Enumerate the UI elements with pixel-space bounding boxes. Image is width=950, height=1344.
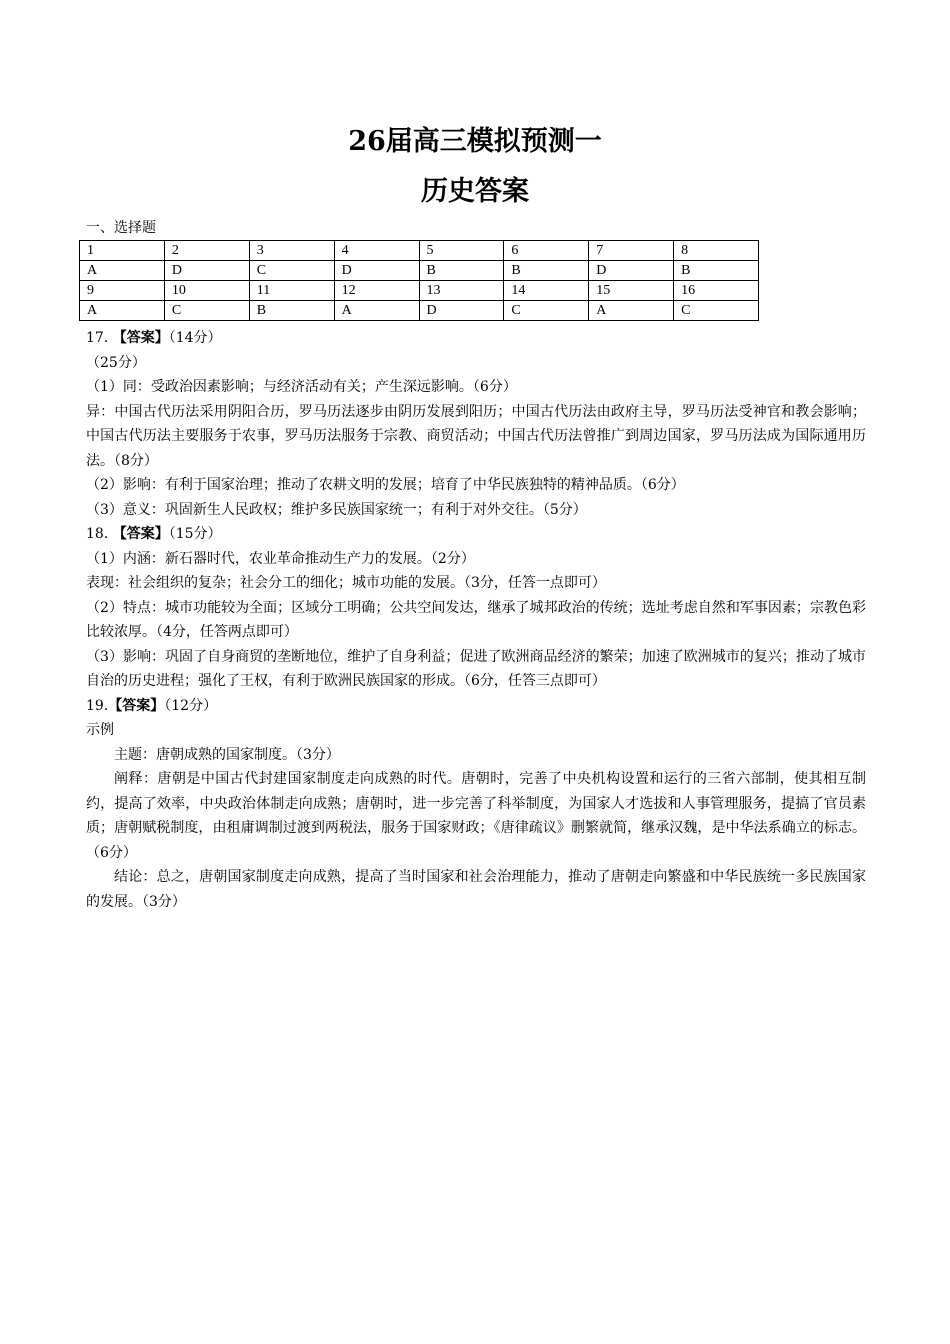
answer-table-cell: 9 <box>80 281 165 301</box>
answer-table-cell: 11 <box>249 281 334 301</box>
answer-table-cell: 12 <box>334 281 419 301</box>
answer-table-cell: 13 <box>419 281 504 301</box>
answer-table-cell: C <box>164 301 249 321</box>
q17-answer-tag: 【答案】 <box>112 330 169 346</box>
document-subtitle: 历史答案 <box>421 176 529 207</box>
answer-table-cell: A <box>80 301 165 321</box>
answer-table <box>79 240 759 321</box>
answer-table-cell: A <box>334 301 419 321</box>
q17-part2: （2）影响：有利于国家治理；推动了农耕文明的发展；培育了中华民族独特的精神品质。（6分） <box>86 477 685 493</box>
q17-heading <box>86 326 866 351</box>
q19-answer-tag: 【答案】 <box>108 697 165 714</box>
section-multiple-choice-label: 一、选择题 <box>86 220 156 236</box>
answer-table-cell: 14 <box>504 281 589 301</box>
q18-part2: （2）特点：城市功能较为全面；区域分工明确；公共空间发达，继承了城邦政治的传统；选址考虑自然和军事因素；宗教色彩比较浓厚。（4分，任答两点即可） <box>86 599 866 640</box>
answer-table-cell: B <box>674 261 759 281</box>
answer-table-cell: C <box>249 261 334 281</box>
answer-table-cell: 16 <box>674 281 759 301</box>
answer-table-cell: 1 <box>80 241 165 261</box>
answer-table-row <box>80 261 759 281</box>
answer-table-cell: 7 <box>589 241 674 261</box>
q17-part1: （1）同：受政治因素影响；与经济活动有关；产生深远影响。（6分） <box>86 379 517 395</box>
answer-table-cell: C <box>504 301 589 321</box>
q18-score: （15分） <box>168 526 222 542</box>
answer-table-cell: A <box>80 261 165 281</box>
q17-number: 17. <box>86 330 109 346</box>
q18-part1-performance: 表现：社会组织的复杂；社会分工的细化；城市功能的发展。（3分，任答一点即可） <box>86 575 606 591</box>
q19-number: 19. <box>86 697 109 714</box>
q17-score-line: （25分） <box>86 354 146 371</box>
q19-theme: 主题：唐朝成熟的国家制度。（3分） <box>114 746 340 763</box>
answer-table-cell: 3 <box>249 241 334 261</box>
answer-table-cell: D <box>334 261 419 281</box>
answer-table-cell: B <box>419 261 504 281</box>
answer-table-cell: 6 <box>504 241 589 261</box>
q19-explanation: 阐释：唐朝是中国古代封建国家制度走向成熟的时代。唐朝时，完善了中央机构设置和运行的三省六部制，使其相互制约，提高了效率，中央政治体制走向成熟；唐朝时，进一步完善了科举制度，为国家人才选拔和人事管理服务，提搞了官员素质；唐朝赋税制度，由租庸调制过渡到两税法，服务于国家财政；《唐律疏议》删繁就简，继承汉魏，是中华法系确立的标志。（6分） <box>86 771 866 861</box>
q18-answer-tag: 【答案】 <box>112 526 169 542</box>
answer-table-cell: 4 <box>334 241 419 261</box>
answer-table-row <box>80 301 759 321</box>
q19-conclusion: 结论：总之，唐朝国家制度走向成熟，提高了当时国家和社会治理能力，推动了唐朝走向繁盛和中华民族统一多民族国家的发展。（3分） <box>86 869 866 910</box>
answer-table-cell: D <box>419 301 504 321</box>
answer-table-cell: 8 <box>674 241 759 261</box>
answer-table-row <box>80 281 759 301</box>
answer-table-cell: B <box>504 261 589 281</box>
q18-part1: （1）内涵：新石器时代，农业革命推动生产力的发展。（2分） <box>86 550 475 567</box>
q19-score: （12分） <box>164 697 218 714</box>
answer-content <box>86 326 866 914</box>
q17-score: （14分） <box>168 330 222 346</box>
q18-part3: （3）影响：巩固了自身商贸的垄断地位，维护了自身利益；促进了欧洲商品经济的繁荣；加速了欧洲城市的复兴；推动了城市自治的历史进程；强化了王权，有利于欧洲民族国家的形成。（6分，任答三点即可） <box>86 648 866 689</box>
answer-table-row <box>80 241 759 261</box>
answer-table-cell: A <box>589 301 674 321</box>
q18-number: 18. <box>86 526 109 542</box>
q18-heading <box>86 522 866 547</box>
answer-table-cell: C <box>674 301 759 321</box>
q17-part3: （3）意义：巩固新生人民政权；维护多民族国家统一；有利于对外交往。（5分） <box>86 501 587 518</box>
q19-heading <box>86 694 866 719</box>
answer-table-cell: D <box>164 261 249 281</box>
document-title: 26届高三模拟预测一 <box>348 126 602 157</box>
q17-part1-diff: 异：中国古代历法采用阴阳合历，罗马历法逐步由阴历发展到阳历；中国古代历法由政府主导，罗马历法受神官和教会影响；中国古代历法主要服务于农事，罗马历法服务于宗教、商贸活动；中国古代历法曾推广到周边国家，罗马历法成为国际通用历法。（8分） <box>86 403 866 469</box>
answer-table-cell: 15 <box>589 281 674 301</box>
answer-table-cell: B <box>249 301 334 321</box>
answer-table-cell: 10 <box>164 281 249 301</box>
answer-table-cell: 5 <box>419 241 504 261</box>
answer-table-cell: 2 <box>164 241 249 261</box>
q19-example-label: 示例 <box>86 722 114 738</box>
answer-table-cell: D <box>589 261 674 281</box>
